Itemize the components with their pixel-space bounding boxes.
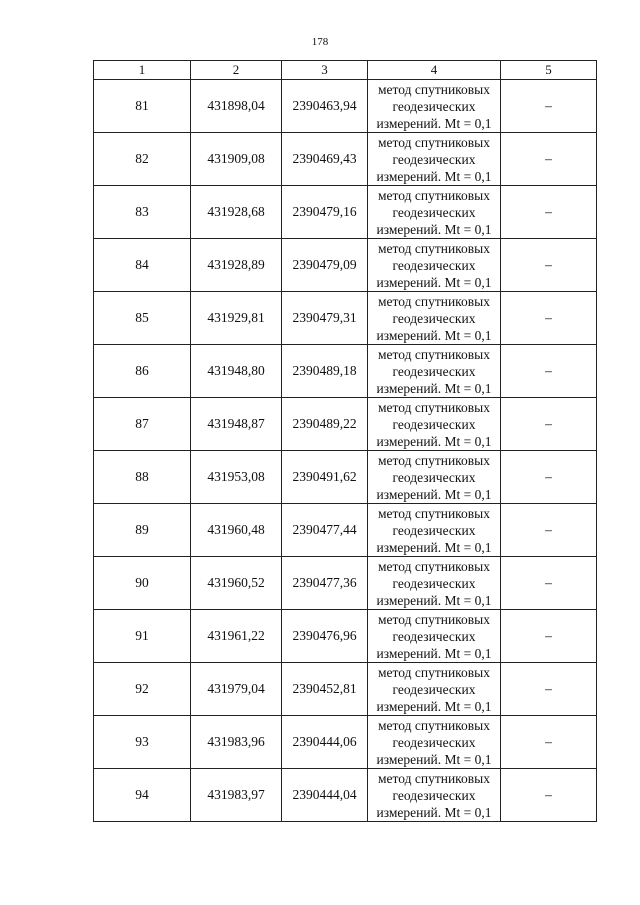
method-cell xyxy=(368,610,501,663)
method-line: геодезических xyxy=(392,310,476,326)
table-row xyxy=(94,716,597,769)
method-line: метод спутниковых xyxy=(378,717,490,733)
method-cell xyxy=(368,398,501,451)
y-coordinate-cell: 2390491,62 xyxy=(282,451,368,504)
y-coordinate-cell: 2390463,94 xyxy=(282,80,368,133)
method-line: метод спутниковых xyxy=(378,664,490,680)
note-cell: – xyxy=(501,186,597,239)
x-coordinate-cell: 431948,80 xyxy=(191,345,282,398)
method-line: геодезических xyxy=(392,575,476,591)
method-line: метод спутниковых xyxy=(378,293,490,309)
method-line: метод спутниковых xyxy=(378,611,490,627)
note-cell: – xyxy=(501,451,597,504)
note-cell: – xyxy=(501,292,597,345)
method-line: геодезических xyxy=(392,628,476,644)
note-cell: – xyxy=(501,398,597,451)
y-coordinate-cell: 2390444,06 xyxy=(282,716,368,769)
method-line: измерений. Mt = 0,1 xyxy=(376,645,492,661)
method-cell xyxy=(368,80,501,133)
point-number-cell: 91 xyxy=(94,610,191,663)
method-line: геодезических xyxy=(392,734,476,750)
y-coordinate-cell: 2390489,22 xyxy=(282,398,368,451)
note-cell: – xyxy=(501,610,597,663)
x-coordinate-cell: 431960,48 xyxy=(191,504,282,557)
point-number-cell: 85 xyxy=(94,292,191,345)
method-line: измерений. Mt = 0,1 xyxy=(376,698,492,714)
method-line: измерений. Mt = 0,1 xyxy=(376,380,492,396)
method-line: измерений. Mt = 0,1 xyxy=(376,168,492,184)
method-line: геодезических xyxy=(392,257,476,273)
method-line: измерений. Mt = 0,1 xyxy=(376,327,492,343)
method-line: метод спутниковых xyxy=(378,452,490,468)
table-row xyxy=(94,186,597,239)
method-line: измерений. Mt = 0,1 xyxy=(376,592,492,608)
header-cell-4: 4 xyxy=(368,61,501,80)
point-number-cell: 87 xyxy=(94,398,191,451)
point-number-cell: 84 xyxy=(94,239,191,292)
method-line: измерений. Mt = 0,1 xyxy=(376,433,492,449)
y-coordinate-cell: 2390477,36 xyxy=(282,557,368,610)
table-row xyxy=(94,557,597,610)
coordinates-table xyxy=(93,60,597,822)
table-row xyxy=(94,769,597,822)
method-cell xyxy=(368,769,501,822)
y-coordinate-cell: 2390444,04 xyxy=(282,769,368,822)
point-number-cell: 83 xyxy=(94,186,191,239)
point-number-cell: 94 xyxy=(94,769,191,822)
y-coordinate-cell: 2390479,31 xyxy=(282,292,368,345)
method-line: геодезических xyxy=(392,416,476,432)
method-cell xyxy=(368,239,501,292)
method-line: метод спутниковых xyxy=(378,134,490,150)
y-coordinate-cell: 2390479,09 xyxy=(282,239,368,292)
method-line: измерений. Mt = 0,1 xyxy=(376,539,492,555)
method-line: геодезических xyxy=(392,469,476,485)
header-row xyxy=(94,61,597,80)
method-line: геодезических xyxy=(392,522,476,538)
x-coordinate-cell: 431953,08 xyxy=(191,451,282,504)
x-coordinate-cell: 431929,81 xyxy=(191,292,282,345)
y-coordinate-cell: 2390476,96 xyxy=(282,610,368,663)
note-cell: – xyxy=(501,239,597,292)
x-coordinate-cell: 431979,04 xyxy=(191,663,282,716)
method-cell xyxy=(368,663,501,716)
note-cell: – xyxy=(501,80,597,133)
table-body xyxy=(94,80,597,822)
method-cell xyxy=(368,186,501,239)
point-number-cell: 89 xyxy=(94,504,191,557)
method-line: измерений. Mt = 0,1 xyxy=(376,274,492,290)
table-row xyxy=(94,610,597,663)
x-coordinate-cell: 431928,68 xyxy=(191,186,282,239)
method-line: измерений. Mt = 0,1 xyxy=(376,486,492,502)
note-cell: – xyxy=(501,663,597,716)
method-cell xyxy=(368,133,501,186)
method-cell xyxy=(368,292,501,345)
x-coordinate-cell: 431961,22 xyxy=(191,610,282,663)
table-row xyxy=(94,663,597,716)
method-line: измерений. Mt = 0,1 xyxy=(376,221,492,237)
method-cell xyxy=(368,716,501,769)
y-coordinate-cell: 2390489,18 xyxy=(282,345,368,398)
header-cell-1: 1 xyxy=(94,61,191,80)
note-cell: – xyxy=(501,504,597,557)
method-line: геодезических xyxy=(392,787,476,803)
table-row xyxy=(94,398,597,451)
header-cell-2: 2 xyxy=(191,61,282,80)
method-cell xyxy=(368,345,501,398)
page-number: 178 xyxy=(311,36,329,48)
note-cell: – xyxy=(501,716,597,769)
point-number-cell: 90 xyxy=(94,557,191,610)
x-coordinate-cell: 431983,97 xyxy=(191,769,282,822)
method-line: метод спутниковых xyxy=(378,346,490,362)
x-coordinate-cell: 431948,87 xyxy=(191,398,282,451)
method-line: метод спутниковых xyxy=(378,770,490,786)
method-line: геодезических xyxy=(392,681,476,697)
method-cell xyxy=(368,451,501,504)
method-line: геодезических xyxy=(392,151,476,167)
point-number-cell: 82 xyxy=(94,133,191,186)
method-line: геодезических xyxy=(392,363,476,379)
y-coordinate-cell: 2390452,81 xyxy=(282,663,368,716)
method-line: метод спутниковых xyxy=(378,240,490,256)
method-line: измерений. Mt = 0,1 xyxy=(376,804,492,820)
method-line: метод спутниковых xyxy=(378,505,490,521)
x-coordinate-cell: 431960,52 xyxy=(191,557,282,610)
table-row xyxy=(94,292,597,345)
table-row xyxy=(94,80,597,133)
header-cell-5: 5 xyxy=(501,61,597,80)
table-row xyxy=(94,133,597,186)
method-cell xyxy=(368,504,501,557)
table-row xyxy=(94,451,597,504)
method-line: метод спутниковых xyxy=(378,399,490,415)
point-number-cell: 88 xyxy=(94,451,191,504)
x-coordinate-cell: 431928,89 xyxy=(191,239,282,292)
method-cell xyxy=(368,557,501,610)
y-coordinate-cell: 2390479,16 xyxy=(282,186,368,239)
method-line: геодезических xyxy=(392,204,476,220)
point-number-cell: 92 xyxy=(94,663,191,716)
method-line: измерений. Mt = 0,1 xyxy=(376,115,492,131)
x-coordinate-cell: 431909,08 xyxy=(191,133,282,186)
point-number-cell: 81 xyxy=(94,80,191,133)
table-row xyxy=(94,239,597,292)
x-coordinate-cell: 431898,04 xyxy=(191,80,282,133)
y-coordinate-cell: 2390477,44 xyxy=(282,504,368,557)
x-coordinate-cell: 431983,96 xyxy=(191,716,282,769)
point-number-cell: 93 xyxy=(94,716,191,769)
method-line: метод спутниковых xyxy=(378,558,490,574)
point-number-cell: 86 xyxy=(94,345,191,398)
method-line: метод спутниковых xyxy=(378,81,490,97)
note-cell: – xyxy=(501,557,597,610)
note-cell: – xyxy=(501,769,597,822)
header-cell-3: 3 xyxy=(282,61,368,80)
method-line: метод спутниковых xyxy=(378,187,490,203)
method-line: геодезических xyxy=(392,98,476,114)
note-cell: – xyxy=(501,133,597,186)
method-line: измерений. Mt = 0,1 xyxy=(376,751,492,767)
y-coordinate-cell: 2390469,43 xyxy=(282,133,368,186)
table-row xyxy=(94,345,597,398)
table-row xyxy=(94,504,597,557)
note-cell: – xyxy=(501,345,597,398)
